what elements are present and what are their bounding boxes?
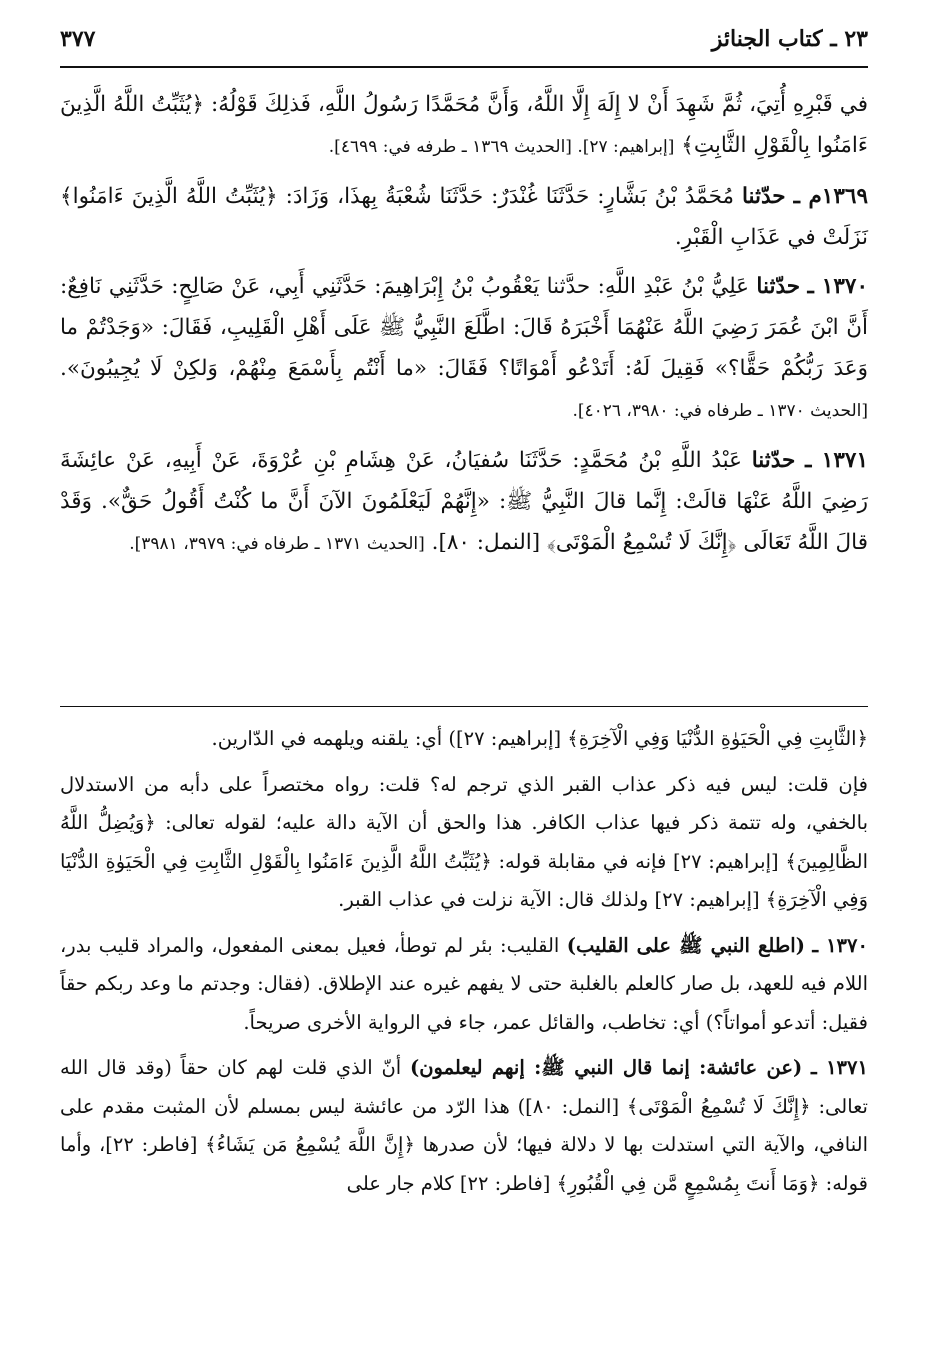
footnote-divider	[60, 706, 868, 707]
hadith-text: عَلِيُّ بْنُ عَبْدِ اللَّهِ: حدَّثنا يَعْقُوبُ بْنُ إِبْرَاهِيمَ: حَدَّثَنِي أَبِي، عَنْ صَالِحٍ: حَدَّثَنِي نَافِعٌ: أَنَّ ابْنَ عُمَرَ رَضِيَ اللَّهُ عَنْهُمَا أَخْبَرَهُ قَالَ: اطَّلَعَ النَّبِيُّ ﷺ عَلَى أَهْلِ الْقَلِيبِ، فَقَالَ: «وَجَدْتُمْ ما وَعَدَ رَبُّكُمْ حَقًّا؟» فَقِيلَ لَهُ: أَتَدْعُو أَمْوَاتًا؟ فَقَالَ: «ما أَنْتُم بِأَسْمَعَ مِنْهُمْ، وَلكِنْ لَا يُجِيبُونَ».	[60, 274, 868, 381]
commentary-paragraph	[60, 1049, 868, 1203]
hadith-reference: [الحديث ١٣٧١ ـ طرفاه في: ٣٩٧٩، ٣٩٨١].	[129, 534, 425, 554]
commentary-text: ﴿الثَّابِتِ فِي الْحَيَوٰةِ الدُّنْيَا وَفِي الْآخِرَةِ﴾ [إبراهيم: ٢٧]) أي: يلقنه ويلهمه في الدّارين.	[211, 727, 868, 750]
commentary-quote: (اطلع النبي ﷺ على القليب)	[566, 933, 805, 957]
commentary-paragraph	[60, 766, 868, 920]
commentary-section	[60, 720, 868, 1210]
hadith-lead: حدّثنا	[756, 274, 801, 299]
hadith-lead: حدّثنا	[741, 184, 786, 209]
hadith-1371	[60, 440, 868, 565]
commentary-text: فإن قلت: ليس فيه ذكر عذاب القبر الذي ترجم له؟ قلت: رواه مختصراً على دأبه من الاستدلال بالخفي، وله تتمة ذكر فيها عذاب الكافر. هذا والحق أن الآية دالة عليه؛ لقوله تعالى: ﴿وَيُضِلُّ اللَّهُ الظَّالِمِينَ﴾ [إبراهيم: ٢٧] فإنه في مقابلة قوله: ﴿يُثَبِّتُ اللَّهُ الَّذِينَ ءَامَنُوا بِالْقَوْلِ الثَّابِتِ فِي الْحَيَوٰةِ الدُّنْيَا وَفِي الْآخِرَةِ﴾ [إبراهيم: ٢٧] ولذلك قال: الآية نزلت في عذاب القبر.	[60, 772, 868, 911]
hadith-text: في قَبْرِهِ أُتِيَ، ثُمَّ شَهِدَ أَنْ لا إِلَهَ إِلَّا اللَّهُ، وَأَنَّ مُحَمَّدًا رَسُولُ اللَّهِ، فَذلِكَ قَوْلُهُ: ﴿يُثَبِّتُ اللَّهُ الَّذِينَ ءَامَنُوا بِالْقَوْلِ الثَّابِتِ﴾	[60, 92, 868, 158]
hadith-text: مُحَمَّدُ بْنُ بَشَّارٍ: حَدَّثَنَا غُنْدَرٌ: حَدَّثَنَا شُعْبَةُ بِهذَا، وَزَادَ: ﴿يُثَبِّتُ اللَّهُ الَّذِينَ ءَامَنُوا﴾ نَزَلَتْ في عَذَابِ الْقَبْرِ.	[60, 184, 868, 250]
header-rule	[60, 66, 868, 68]
hadith-1369	[60, 176, 868, 258]
book-page	[60, 18, 868, 1318]
chapter-title: ٢٣ ـ كتاب الجنائز	[711, 26, 868, 52]
commentary-paragraph	[60, 720, 868, 759]
hadith-reference: [الحديث ١٣٧٠ ـ طرفاه في: ٣٩٨٠، ٤٠٢٦].	[572, 401, 868, 421]
page-number: ٣٧٧	[60, 26, 96, 52]
hadith-lead: حدّثنا	[751, 448, 796, 473]
hadith-number: ١٣٦٩م ـ	[793, 184, 868, 209]
hadith-number: ١٣٧٠ ـ	[807, 274, 868, 299]
hadith-text: عَبْدُ اللَّهِ بْنُ مُحَمَّدٍ: حَدَّثَنَا سُفيَانُ، عَنْ هِشَامِ بْنِ عُرْوَةَ، عَنْ أَبِيهِ، عَنْ عائِشَةَ رَضِيَ اللَّهُ عَنْهَا قالَتْ: إِنَّما قالَ النَّبِيُّ ﷺ: «إِنَّهُمْ لَيَعْلَمُونَ الآنَ أَنَّ ما كُنْتُ أَقُولُ حَقٌّ». وَقَدْ قالَ اللَّهُ تَعَالَى ﴿إِنَّكَ لَا تُسْمِعُ الْمَوْتَى﴾ [النمل: ٨٠].	[60, 448, 868, 555]
hadith-reference: [إبراهيم: ٢٧]. [الحديث ١٣٦٩ ـ طرفه في: ٤٦٩٩].	[328, 137, 675, 157]
hadith-1370	[60, 266, 868, 432]
commentary-text: القليب: بئر لم توطأ، فعيل بمعنى المفعول، والمراد قليب بدر، اللام فيه للعهد، بل صار كالعلم بالغلبة حتى لا يفهم غيره عند الإطلاق. (فقال: وجدتم ما وعد ربكم حقاً فقيل: أتدعو أمواتاً؟) أي: تخاطب، والقائل عمر، جاء في الرواية الأخرى صريحاً.	[60, 933, 868, 1034]
hadith-continuation	[60, 84, 868, 168]
commentary-text: أنّ الذي قلت لهم كان حقاً (وقد قال الله تعالى: ﴿إِنَّكَ لَا تُسْمِعُ الْمَوْتَى﴾ [النمل: ٨٠]) هذا الرّد من عائشة ليس بمسلم لأن المثبت مقدم على النافي، والآية التي استدلت بها لا دلالة فيها؛ لأن صدرها ﴿إِنَّ اللَّهَ يُسْمِعُ مَن يَشَاءُ﴾ [فاطر: ٢٢]، وأما قوله: ﴿وَمَا أَنتَ بِمُسْمِعٍ مَّن فِي الْقُبُورِ﴾ [فاطر: ٢٢] كلام جار على	[60, 1056, 868, 1195]
hadith-section	[60, 84, 868, 573]
commentary-number: ١٣٧١ ـ	[811, 1056, 868, 1079]
commentary-quote: (عن عائشة: إنما قال النبي ﷺ: إنهم ليعلمون)	[409, 1056, 803, 1079]
commentary-paragraph	[60, 927, 868, 1043]
hadith-number: ١٣٧١ ـ	[805, 448, 868, 473]
page-header	[60, 18, 868, 58]
commentary-number: ١٣٧٠ ـ	[812, 933, 868, 957]
